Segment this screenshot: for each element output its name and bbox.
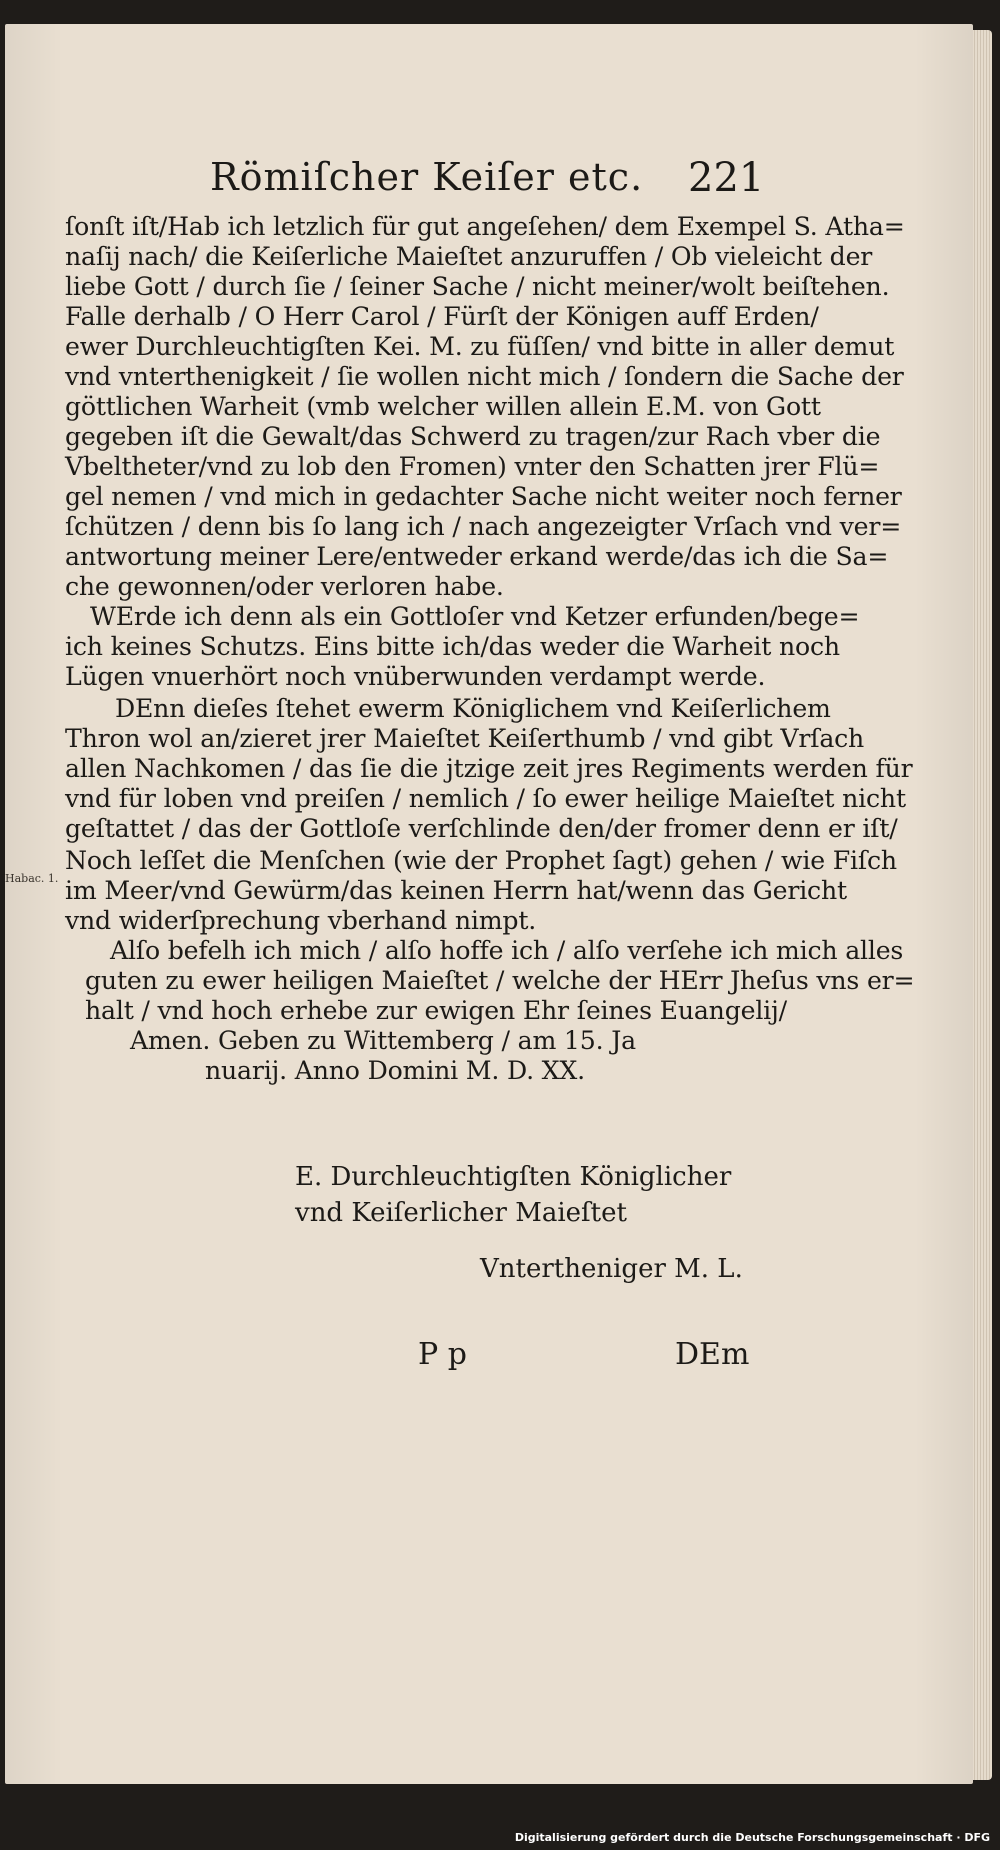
text-line: vnd vnterthenigkeit / ſie wollen nicht mich / ſondern die Sache der (65, 362, 904, 391)
text-line: ſchützen / denn bis ſo lang ich / nach angezeigter Vrſach vnd ver= (65, 512, 902, 541)
text-line: WErde ich denn als ein Gottloſer vnd Ketzer erfunden/bege= (90, 602, 860, 631)
margin-note: Habac. 1. (5, 872, 59, 885)
text-line: vnd widerſprechung vberhand nimpt. (65, 906, 537, 935)
text-line: im Meer/vnd Gewürm/das keinen Herrn hat/wenn das Gericht (65, 876, 847, 905)
text-line: Noch leſſet die Menſchen (wie der Prophet ſagt) gehen / wie Fiſch (65, 846, 897, 875)
text-line: che gewonnen/oder verloren habe. (65, 572, 504, 601)
text-line: halt / vnd hoch erhebe zur ewigen Ehr ſeines Euangelij/ (85, 996, 787, 1025)
text-line: naſij nach/ die Keiſerliche Maieſtet anzuruffen / Ob vieleicht der (65, 242, 873, 271)
text-line: antwortung meiner Lere/entweder erkand werde/das ich die Sa= (65, 542, 889, 571)
running-header-title: Römiſcher Keiſer etc. (210, 155, 644, 199)
digitization-credit: Digitalisierung gefördert durch die Deutsche Forschungsgemeinschaft · DFG (514, 1831, 990, 1844)
signature-mark: P p (418, 1337, 467, 1372)
text-line: geſtattet / das der Gottloſe verſchlinde den/der fromer denn er iſt/ (65, 814, 898, 843)
text-line: Alſo befelh ich mich / alſo hoffe ich / alſo verſehe ich mich alles (110, 936, 904, 965)
text-line: liebe Gott / durch ſie / ſeiner Sache / nicht meiner/wolt beiſtehen. (65, 272, 890, 301)
text-line: DEnn dieſes ſtehet ewerm Königlichem vnd Keiſerlichem (115, 694, 831, 723)
text-line: ewer Durchleuchtigſten Kei. M. zu füſſen/ vnd bitte in aller demut (65, 332, 895, 361)
text-line: Thron wol an/zieret jrer Maieſtet Keiſerthumb / vnd gibt Vrſach (65, 724, 865, 753)
signature-line-3: Vntertheniger M. L. (480, 1254, 743, 1284)
text-line: Falle derhalb / O Herr Carol / Fürſt der Königen auff Erden/ (65, 302, 819, 331)
text-line: Amen. Geben zu Wittemberg / am 15. Ja (130, 1026, 636, 1055)
text-line: Vbeltheter/vnd zu lob den Fromen) vnter den Schatten jrer Flü= (65, 452, 880, 481)
text-line: Lügen vnuerhört noch vnüberwunden verdampt werde. (65, 662, 766, 691)
text-line: vnd für loben vnd preiſen / nemlich / ſo ewer heilige Maieſtet nicht (65, 784, 906, 813)
page-number: 221 (688, 155, 765, 201)
text-line: ſonſt iſt/Hab ich letzlich für gut angeſehen/ dem Exempel S. Atha= (65, 212, 905, 241)
text-line: gel nemen / vnd mich in gedachter Sache nicht weiter noch ferner (65, 482, 902, 511)
text-line: göttlichen Warheit (vmb welcher willen allein E.M. von Gott (65, 392, 821, 421)
text-line: gegeben iſt die Gewalt/das Schwerd zu tragen/zur Rach vber die (65, 422, 881, 451)
signature-line-2: vnd Keiſerlicher Maieſtet (295, 1198, 627, 1228)
text-line: nuarij. Anno Domini M. D. XX. (205, 1056, 585, 1085)
text-line: ich keines Schutzs. Eins bitte ich/das weder die Warheit noch (65, 632, 840, 661)
catchword: DEm (675, 1337, 750, 1372)
text-line: allen Nachkomen / das ſie die jtzige zeit jres Regiments werden für (65, 754, 913, 783)
text-line: guten zu ewer heiligen Maieſtet / welche der HErr Jheſus vns er= (85, 966, 915, 995)
signature-line-1: E. Durchleuchtigſten Königlicher (295, 1162, 732, 1192)
